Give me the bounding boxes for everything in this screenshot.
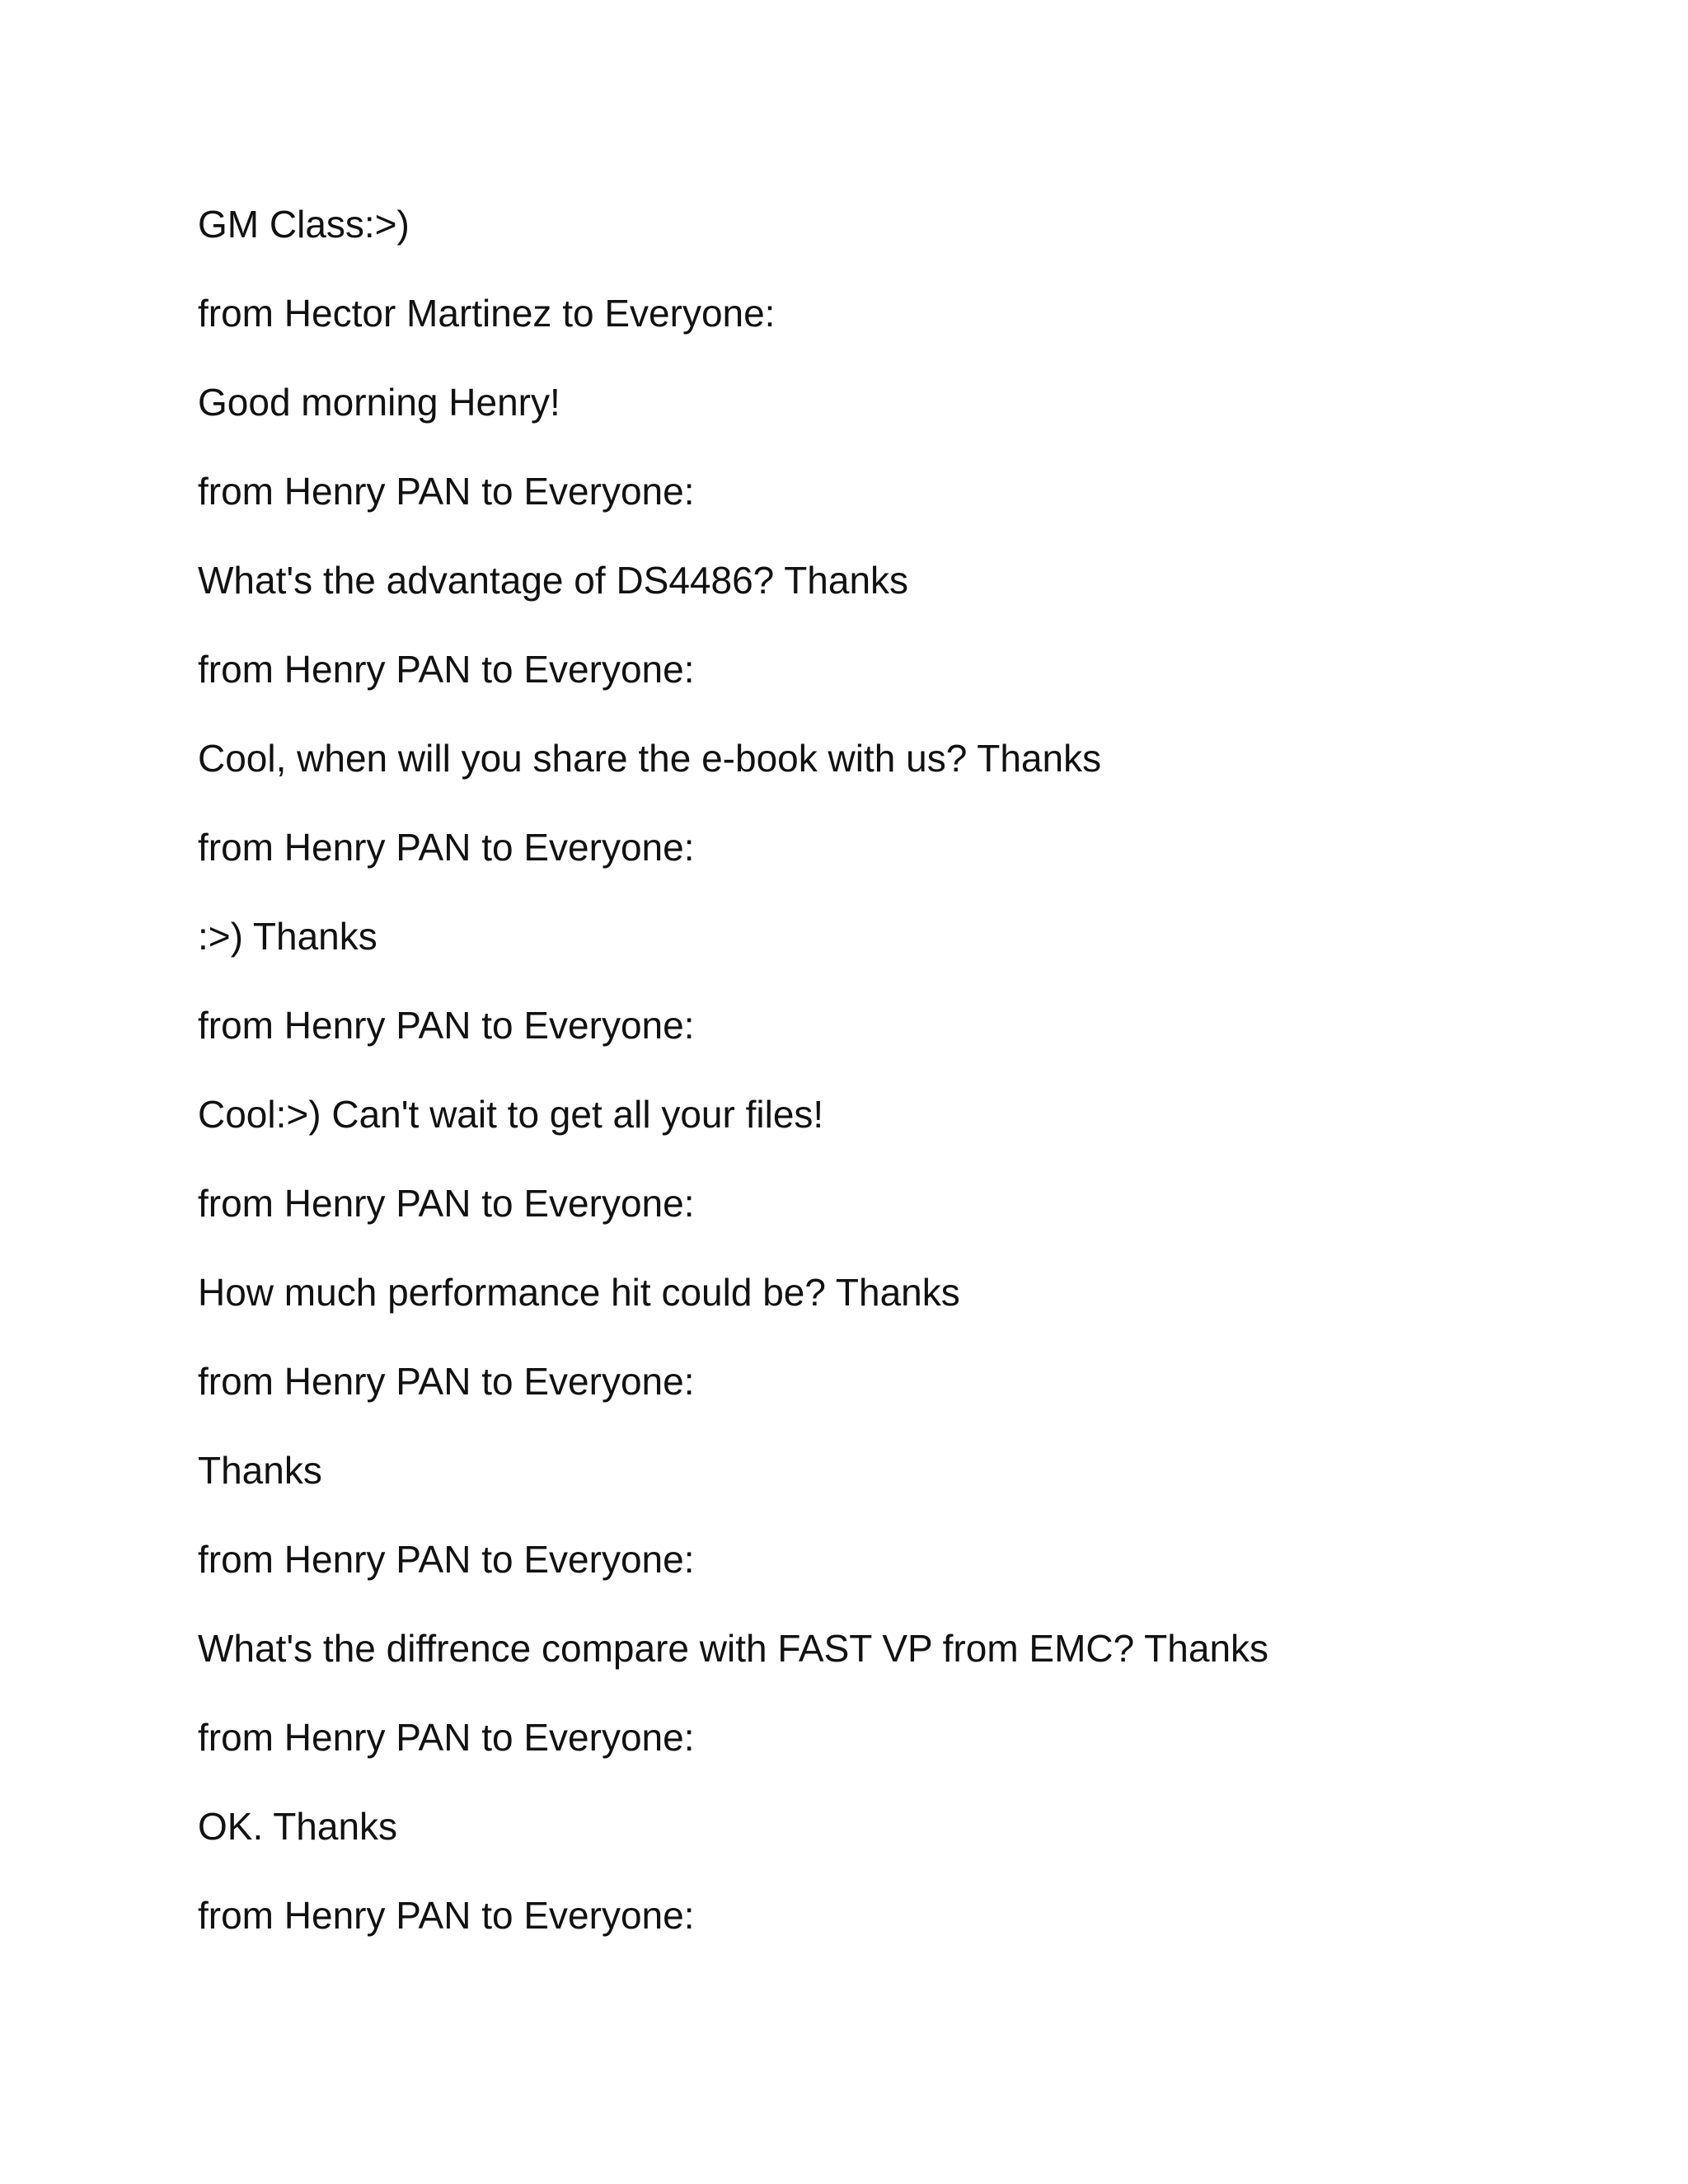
sender-line: from Henry PAN to Everyone: bbox=[198, 1360, 695, 1403]
sender-line: from Henry PAN to Everyone: bbox=[198, 1538, 695, 1581]
sender-line: from Hector Martinez to Everyone: bbox=[198, 292, 776, 335]
message-text: Cool:>) Can't wait to get all your files! bbox=[198, 1093, 824, 1136]
chat-transcript bbox=[198, 198, 1599, 1978]
sender-line: from Henry PAN to Everyone: bbox=[198, 1004, 695, 1047]
sender-line: from Henry PAN to Everyone: bbox=[198, 648, 695, 691]
sender-line: from Henry PAN to Everyone: bbox=[198, 470, 695, 513]
message-text: GM Class:>) bbox=[198, 203, 410, 246]
message-text: Good morning Henry! bbox=[198, 381, 560, 424]
sender-line: from Henry PAN to Everyone: bbox=[198, 826, 695, 869]
message-text: What's the advantage of DS4486? Thanks bbox=[198, 559, 909, 602]
message-text: Cool, when will you share the e-book with us? Thanks bbox=[198, 737, 1102, 780]
message-text: Thanks bbox=[198, 1449, 322, 1492]
sender-line: from Henry PAN to Everyone: bbox=[198, 1716, 695, 1759]
message-text: What's the diffrence compare with FAST VP from EMC? Thanks bbox=[198, 1627, 1269, 1670]
sender-line: from Henry PAN to Everyone: bbox=[198, 1894, 695, 1937]
message-text: OK. Thanks bbox=[198, 1805, 398, 1848]
message-text: :>) Thanks bbox=[198, 915, 377, 958]
sender-line: from Henry PAN to Everyone: bbox=[198, 1182, 695, 1225]
message-text: How much performance hit could be? Thanks bbox=[198, 1271, 960, 1314]
